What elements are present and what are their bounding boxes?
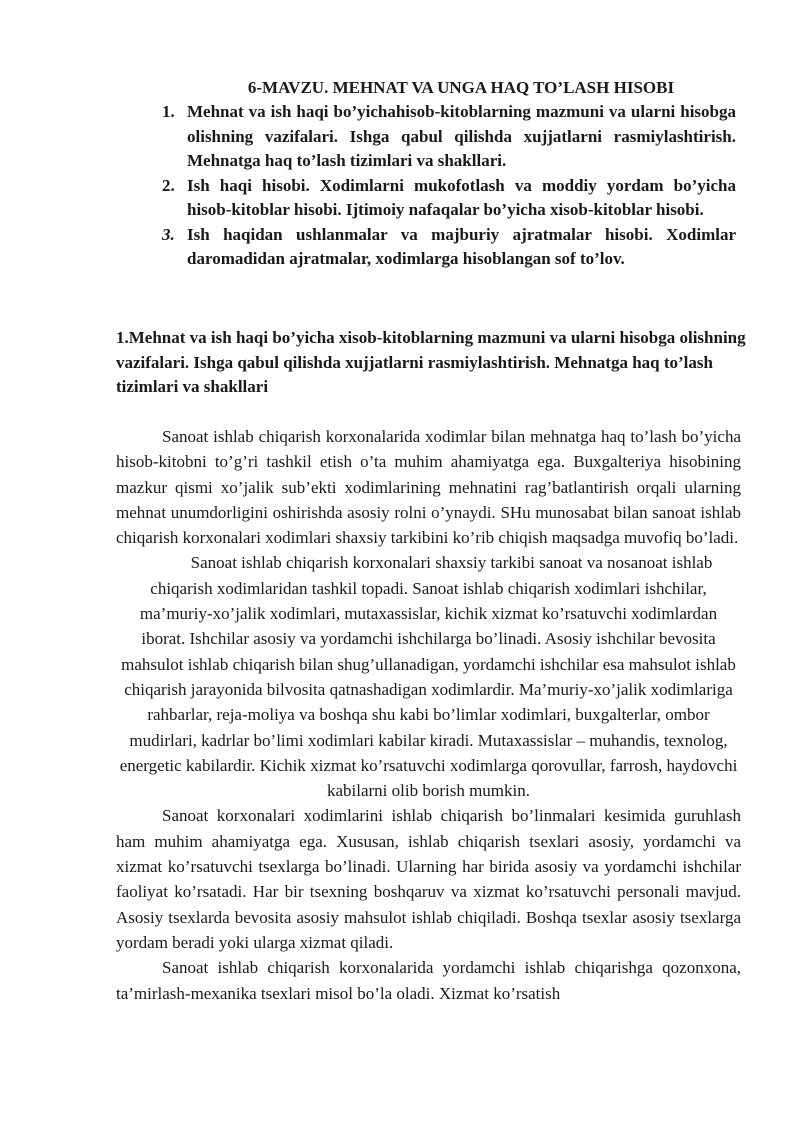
outline-item-1 [162, 100, 736, 174]
outline-number: 3. [162, 224, 175, 244]
outline-number: 2. [162, 175, 175, 195]
outline-text: Ish haqi hisobi. Xodimlarni mukofotlash va moddiy yordam bo’yicha hisob-kitoblar hisobi. Ijtimoiy nafaqalar bo’yicha xisob-kitoblar hisobi. [187, 175, 736, 219]
outline-number: 1. [162, 102, 175, 121]
paragraph: Sanoat ishlab chiqarish korxonalarida xodimlar bilan mehnatga haq to’lash bo’yicha hisob-kitobni to’g’ri tashkil etish o’ta muhim ahamiyatga ega. Buxgalteriya hisobining mazkur qismi xo’jalik sub’ekti xodimlarining mehnatini rag’batlantirish orqali ularning mehnat unumdorligini oshirishda asosiy rolni o’ynaydi. SHu munosabat bilan sanoat ishlab chiqarish korxonalari xodimlari shaxsiy tarkibini ko’rib chiqish maqsadga muvofiq bo’ladi. [116, 427, 741, 548]
paragraph: Sanoat ishlab chiqarish korxonalarida yordamchi ishlab chiqarishga qozonxona, ta’mirlash-mexanika tsexlari misol bo’la oladi. Xizmat ko’rsatish [116, 958, 741, 1003]
section-heading: 1.Mehnat va ish haqi bo’yicha xisob-kitoblarning mazmuni va ularni hisobga olishning vazifalari. Ishga qabul qilishda xujjatlarni rasmiylashtirish. Mehnatga haq to’lash tizimlari va shakllari [116, 328, 746, 396]
outline-item-3 [162, 223, 736, 272]
outline-item-2 [162, 174, 736, 223]
outline-text: Mehnat va ish haqi bo’yichahisob-kitoblarning mazmuni va ularni hisobga olishning vazifalari. Ishga qabul qilishda xujjatlarni rasmiylashtirish. Mehnatga haq to’lash tizimlari va shakllari. [187, 102, 736, 170]
document-title: 6-MAVZU. MEHNAT VA UNGA HAQ TO’LASH HISOBI [247, 78, 675, 97]
topic-outline [162, 100, 736, 272]
paragraph: Sanoat korxonalari xodimlarini ishlab chiqarish bo’linmalari kesimida guruhlash ham muhim ahamiyatga ega. Xususan, ishlab chiqarish tsexlari asosiy, yordamchi va xizmat ko’rsatuvchi tsexlarga bo’linadi. Ularning har birida asosiy va yordamchi ishchilar faoliyat ko’rsatadi. Har bir tsexning boshqaruv va xizmat ko’rsatuvchi personali mavjud. Asosiy tsexlarda bevosita asosiy mahsulot ishlab chiqiladi. Boshqa tsexlar asosiy tsexlarga yordam beradi yoki ularga xizmat qiladi. [116, 806, 741, 952]
paragraph: Sanoat ishlab chiqarish korxonalari shaxsiy tarkibi sanoat va nosanoat ishlab chiqarish xodimlaridan tashkil topadi. Sanoat ishlab chiqarish xodimlari ishchilar, ma’muriy-xo’jalik xodimlari, mutaxassislar, kichik xizmat ko’rsatuvchi xodimlardan iborat. Ishchilar asosiy va yordamchi ishchilarga bo’linadi. Asosiy ishchilar bevosita mahsulot ishlab chiqarish bilan shug’ullanadigan, yordamchi ishchilar esa mahsulot ishlab chiqarish jarayonida bilvosita qatnashadigan xodimlardir. Ma’muriy-xo’jalik xodimlariga rahbarlar, reja-moliya va boshqa shu kabi bo’limlar xodimlari, buxgalterlar, ombor mudirlari, kadrlar bo’limi xodimlari kabilar kiradi. Mutaxassislar – muhandis, texnolog, energetic kabilardir. Kichik xizmat ko’rsatuvchi xodimlarga qorovullar, farrosh, haydovchi kabilarni olib borish mumkin. [119, 553, 738, 801]
body-text [116, 424, 741, 1006]
outline-text: Ish haqidan ushlanmalar va majburiy ajratmalar hisobi. Xodimlar daromadidan ajratmalar, xodimlarga hisoblangan sof to’lov. [187, 224, 736, 268]
